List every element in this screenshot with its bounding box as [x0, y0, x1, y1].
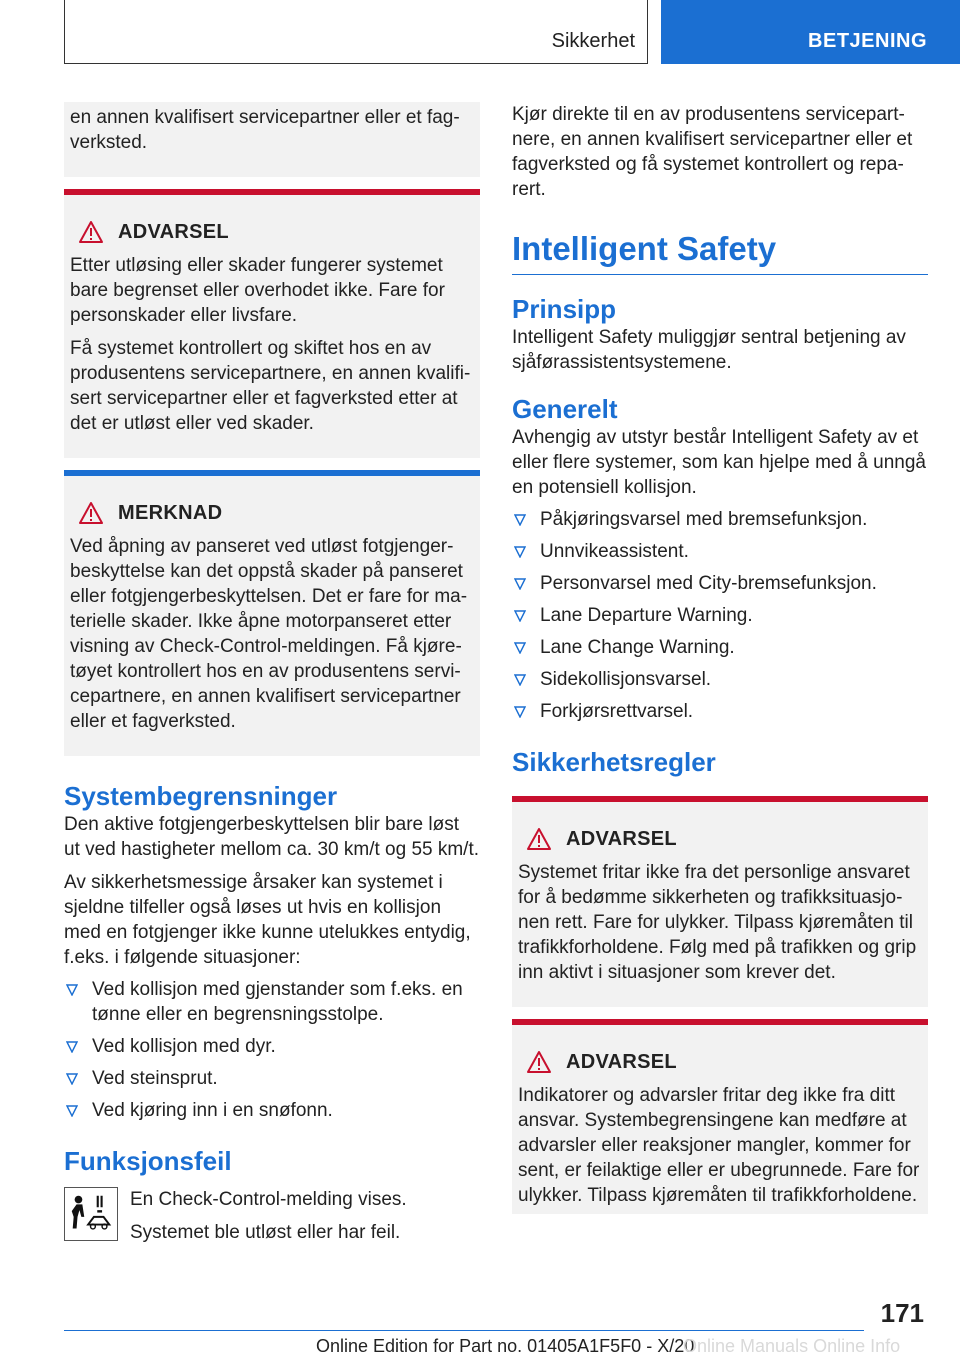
bullet-triangle-icon — [514, 514, 526, 526]
list-item: Påkjøringsvarsel med bremsefunksjon. — [512, 507, 928, 532]
header-chapter-tab — [661, 0, 960, 64]
list-item: Ved kollisjon med dyr. — [64, 1034, 480, 1059]
warning-text: Indikatorer og advarsler fritar deg ikke fra ditt ansvar. Systembegrensingene kan medføre at advarsler eller reaksjoner mangler, kommer for sent, er feilaktige eller er ubegrunnede. Fare for ulykker. Tilpass kjøremåten til trafikkforholdene. — [518, 1085, 920, 1206]
warning-box-1 — [64, 189, 480, 458]
fault-text-block — [130, 1187, 407, 1245]
bullet-triangle-icon — [514, 674, 526, 686]
warning-triangle-icon — [78, 501, 104, 525]
general-text: Avhengig av utstyr består Intelligent Safety av et eller flere systemer, som kan hjelpe med å unngå en potensiell kollisjon. — [512, 427, 926, 498]
warning-text-2: Få systemet kontrollert og skiftet hos en av produsentens servicepartnere, en annen kvalifisert servicepartner eller et fagverksted etter at det er utløst eller ved skader. — [70, 338, 471, 434]
continued-text: en annen kvalifisert servicepartner eller et fagverksted. — [70, 107, 460, 153]
warning-triangle-icon — [78, 220, 104, 244]
limits-text-2: Av sikkerhetsmessige årsaker kan systemet i sjeldne tilfeller også løses ut hvis en kollisjon med en fotgjenger ikke kunne utelukkes entydig, f.eks. i følgende situasjoner: — [64, 872, 471, 968]
general-list — [512, 507, 928, 724]
list-item: Lane Departure Warning. — [512, 603, 928, 628]
warning-header — [518, 1047, 922, 1077]
fault-heading: Funksjonsfeil — [64, 1146, 232, 1176]
bullet-triangle-icon — [514, 546, 526, 558]
notice-box — [64, 470, 480, 756]
warning-triangle-icon — [526, 827, 552, 851]
continued-text-right: Kjør direkte til en av produsentens servicepartnere, en annen kvalifisert servicepartner eller et fagverksted og få systemet kontrollert og reparert. — [512, 104, 913, 200]
list-item: Personvarsel med City-bremsefunksjon. — [512, 571, 928, 596]
footer-edition: Online Edition for Part no. 01405A1F5F0 - X/20 — [316, 1336, 695, 1356]
bullet-triangle-icon — [514, 578, 526, 590]
header-section-title: Sikkerhet — [551, 30, 635, 52]
warning-box-3 — [512, 1019, 928, 1214]
general-heading: Generelt — [512, 394, 618, 424]
page-number: 171 — [880, 1298, 924, 1328]
bullet-triangle-icon — [514, 610, 526, 622]
rules-heading: Sikkerhetsregler — [512, 747, 716, 777]
list-item: Ved kollisjon med gjenstander som f.eks. en tønne eller en begrensningsstolpe. — [64, 977, 480, 1027]
fault-text-2: Systemet ble utløst eller har feil. — [130, 1222, 401, 1243]
list-item: Forkjørsrettvarsel. — [512, 699, 928, 724]
notice-label: MERKNAD — [118, 501, 223, 524]
warning-header — [70, 217, 474, 247]
warning-text: Systemet fritar ikke fra det personlige ansvaret for å bedømme sikkerheten og trafikksituasjonen rett. Fare for ulykker. Tilpass kjøremåten til trafikkforholdene. Følg med på trafikken og grip inn aktivt i situasjoner som krever det. — [518, 862, 917, 983]
pedestrian-protection-icon — [64, 1187, 118, 1241]
limits-text-1: Den aktive fotgjengerbeskyttelsen blir bare løst ut ved hastigheter mellom ca. 30 km/t og 55 km/t. — [64, 814, 480, 860]
warning-triangle-icon — [526, 1050, 552, 1074]
limits-list — [64, 977, 480, 1123]
bullet-triangle-icon — [514, 642, 526, 654]
list-item: Sidekollisjonsvarsel. — [512, 667, 928, 692]
footer-watermark: Online Manuals Online Info — [683, 1336, 901, 1356]
warning-header — [518, 824, 922, 854]
bullet-triangle-icon — [66, 984, 78, 996]
principle-heading: Prinsipp — [512, 294, 617, 324]
bullet-triangle-icon — [66, 1041, 78, 1053]
fault-text-1: En Check-Control-melding vises. — [130, 1189, 407, 1210]
list-item: Ved steinsprut. — [64, 1066, 480, 1091]
warning-label: ADVARSEL — [566, 827, 677, 850]
warning-box-2 — [512, 796, 928, 1007]
footer-divider — [64, 1330, 864, 1331]
left-column — [64, 102, 480, 1245]
bullet-triangle-icon — [66, 1073, 78, 1085]
fault-section — [64, 1187, 480, 1245]
list-item: Lane Change Warning. — [512, 635, 928, 660]
limits-heading: Systembegrensninger — [64, 781, 338, 811]
bullet-triangle-icon — [66, 1105, 78, 1117]
right-column — [512, 102, 928, 1214]
warning-text-1: Etter utløsing eller skader fungerer systemet bare begrenset eller overhodet ikke. Fare for personskader eller livsfare. — [70, 255, 445, 326]
continued-text-box — [64, 102, 480, 177]
list-item: Ved kjøring inn i en snøfonn. — [64, 1098, 480, 1123]
header-section-box — [64, 0, 648, 64]
page-title: Intelligent Safety — [512, 230, 928, 275]
notice-text: Ved åpning av panseret ved utløst fotgjengerbeskyttelse kan det oppstå skader på panseret eller fotgjengerbeskyttelsen. Det er fare for materielle skader. Ikke åpne motorpanseret etter visning av Check-Control-meldingen. Få kjøretøyet kontrollert hos en av produsentens servicepartnere, en annen kvalifisert servicepartner eller et fagverksted. — [70, 536, 468, 732]
notice-header — [70, 498, 474, 528]
principle-text: Intelligent Safety muliggjør sentral betjening av sjåførassistentsystemene. — [512, 327, 906, 373]
list-item: Unnvikeassistent. — [512, 539, 928, 564]
warning-label: ADVARSEL — [118, 220, 229, 243]
header-chapter-title: BETJENING — [808, 30, 927, 52]
warning-label: ADVARSEL — [566, 1050, 677, 1073]
bullet-triangle-icon — [514, 706, 526, 718]
